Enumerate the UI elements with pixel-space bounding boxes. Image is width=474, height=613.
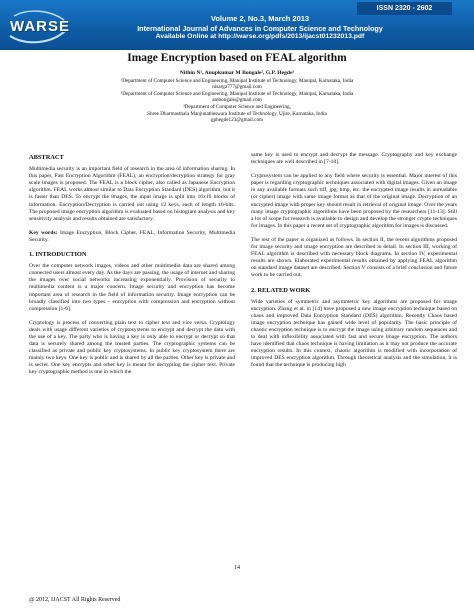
affiliation-2: ²Department of Computer Science and Engineering, Manipal Institute of Technology, Manipal, Karnataka, India	[120, 90, 354, 97]
abstract-text: Multimedia security is an important field of research in the area of information sharing. In this paper, Fast Encryption Algorithm (FEAL), an encryption/decryption strategy for gray scale images is proposed. The FEAL is a block cipher, also called as Japanese Encryption algorithm. FEAL works almost similar to Data Encryption Standard (DES) algorithm, but it is faster than DES. To encrypt the images, the input image is split into 16x16 blocks of information. Encryption/Decryption is carried out using 12 keys, each of length 16-bits. The proposed image encryption algorithm is evaluated based on histogram analysis and key sensitivity analysis and results obtained are satisfactory.	[29, 166, 235, 222]
email-1[interactable]: nisarga777@gmail.com	[212, 84, 262, 91]
right-paragraph-3: The rest of the paper is organized as follows. In section II, the recent algorithms proposed for image security and image encryption are described in detail. In section III, working of FEAL algorithm is described with necessary block diagrams. In section IV, experimental results are shown. Elaborated experimental results obtained by applying FEAL algorithm on standard image dataset are described. Section V consists of a brief conclusion and future work to be carried out.	[251, 236, 457, 279]
email-3[interactable]: gphegde123@gmail.com	[210, 117, 264, 124]
intro-heading: 1. INTRODUCTION	[29, 251, 87, 259]
abstract-heading: ABSTRACT	[29, 154, 64, 161]
paper-title: Image Encryption based on FEAL algorithm	[127, 52, 347, 64]
copyright: @ 2012, IJACST All Rights Reserved	[29, 597, 121, 603]
volume-line: Volume 2, No.3, March 2013	[210, 14, 310, 23]
warse-logo	[8, 10, 71, 44]
email-2[interactable]: ambongale@gmail.com	[212, 97, 262, 104]
page-number: 14	[234, 565, 240, 571]
author-block	[0, 70, 474, 124]
journal-banner	[0, 0, 474, 50]
journal-url[interactable]: Available Online at http://warse.org/pdfs/2013/ijacst01232013.pdf	[155, 33, 365, 40]
intro-paragraph-2: Cryptology is process of converting plain text to cipher text and vice versa. Cryptology deals with usage different varieties of cryptosystems to encrypt and decrypt the data with the use of a key. The party who is having a key is only able to encrypt or decrypt so that data is securely shared among the trusted parties. The cryptographic systems can be classified as private and public key cryptosystems. In public key cryptosystem there are mainly two keys. One key is public and is shared by all the parties. Other key is private and is secret. One key encrypts and other key is meant for decrypting the cipher text. Private key cryptographic method is one in which the	[29, 319, 235, 376]
author-names: Nithin N¹, Anupkumar M Bongale², G.P. Hegde³	[179, 70, 295, 76]
keywords-text: Image Encryption, Block Cipher, FEAL, Information Security, Multimedia Security.	[29, 229, 236, 243]
related-work-paragraph: Wide varieties of symmetric and asymmetric key algorithms are proposed for image encryption. Zhang et al. in [14] have proposed a new image encryption technique based on chaos and improved Data Encryption Standard (DES) algorithm. Recently Chaos based image encryption technique has gained wide level of popularity. The basic principle of chaotic encryption technique is to encrypt the image using arbitrary random sequences and to deal with inflexibility associated with fast and secure image encryption. The authors have identified that chaos technique is having limitation as it may not produce the accurate encryption results. In this context, chaotic algorithm is modified with incorporation of improved DES encryption algorithm. Through theoretical analysis and the simulation, it is found that the technique is producing high	[251, 298, 457, 369]
logo-text: WARSE	[10, 18, 71, 35]
related-work-heading: 2. RELATED WORK	[251, 286, 311, 294]
right-paragraph-1: same key is used to encrypt and decrypt the message. Cryptography and key exchange techniques are well described in [7-10].	[251, 152, 457, 166]
left-column	[29, 152, 235, 384]
intro-paragraph-1: Over the computer network images, videos and other multimedia data are shared among connected users almost every day. As the days are passing, the usage of internet and sharing the images over social networks increasing exponentially. Provision of security to multimedia content is a major concern. Image security and encryption has become important area of research in the field of information security. Image encryption can be broadly classified into two types – encryption with compression and encryption without compression [1-6].	[29, 263, 235, 312]
right-paragraph-2: Cryptosystem can be applied to any field where security is essential. Major interest of this paper is regarding cryptographic techniques associated with digital images. Given an image in any available formats such tiff, jpg, bmp, etc. the encrypted image results in unreadable (or cipher) image with same image format as that of the original image. Decryption of an encrypted image with proper key should result in retrieval of original image. Over the years many image cryptographic algorithms have been proposed by the researchers [11-13]. Still a lot of scope for research is available to design and develop the stronger crypto techniques for images. In this paper a recent set of cryptographic algorithm for images is discussed.	[251, 173, 457, 229]
keywords	[29, 230, 235, 244]
right-column	[251, 152, 457, 377]
affiliation-1: ¹Department of Computer Science and Engineering, Manipal Institute of Technology, Manipal, Karnataka, India	[120, 77, 354, 84]
affiliation-3a: ³Department of Computer Science and Engineering,	[183, 103, 291, 110]
affiliation-3b: Shree Dharmasthala Manjunatheswara Institute of Technology, Ujire, Karnataka, India	[147, 110, 327, 117]
keywords-label: Key words:	[29, 229, 58, 236]
issn-badge: ISSN 2320 - 2602	[357, 2, 452, 15]
journal-name: International Journal of Advances in Computer Science and Technology	[137, 24, 383, 33]
